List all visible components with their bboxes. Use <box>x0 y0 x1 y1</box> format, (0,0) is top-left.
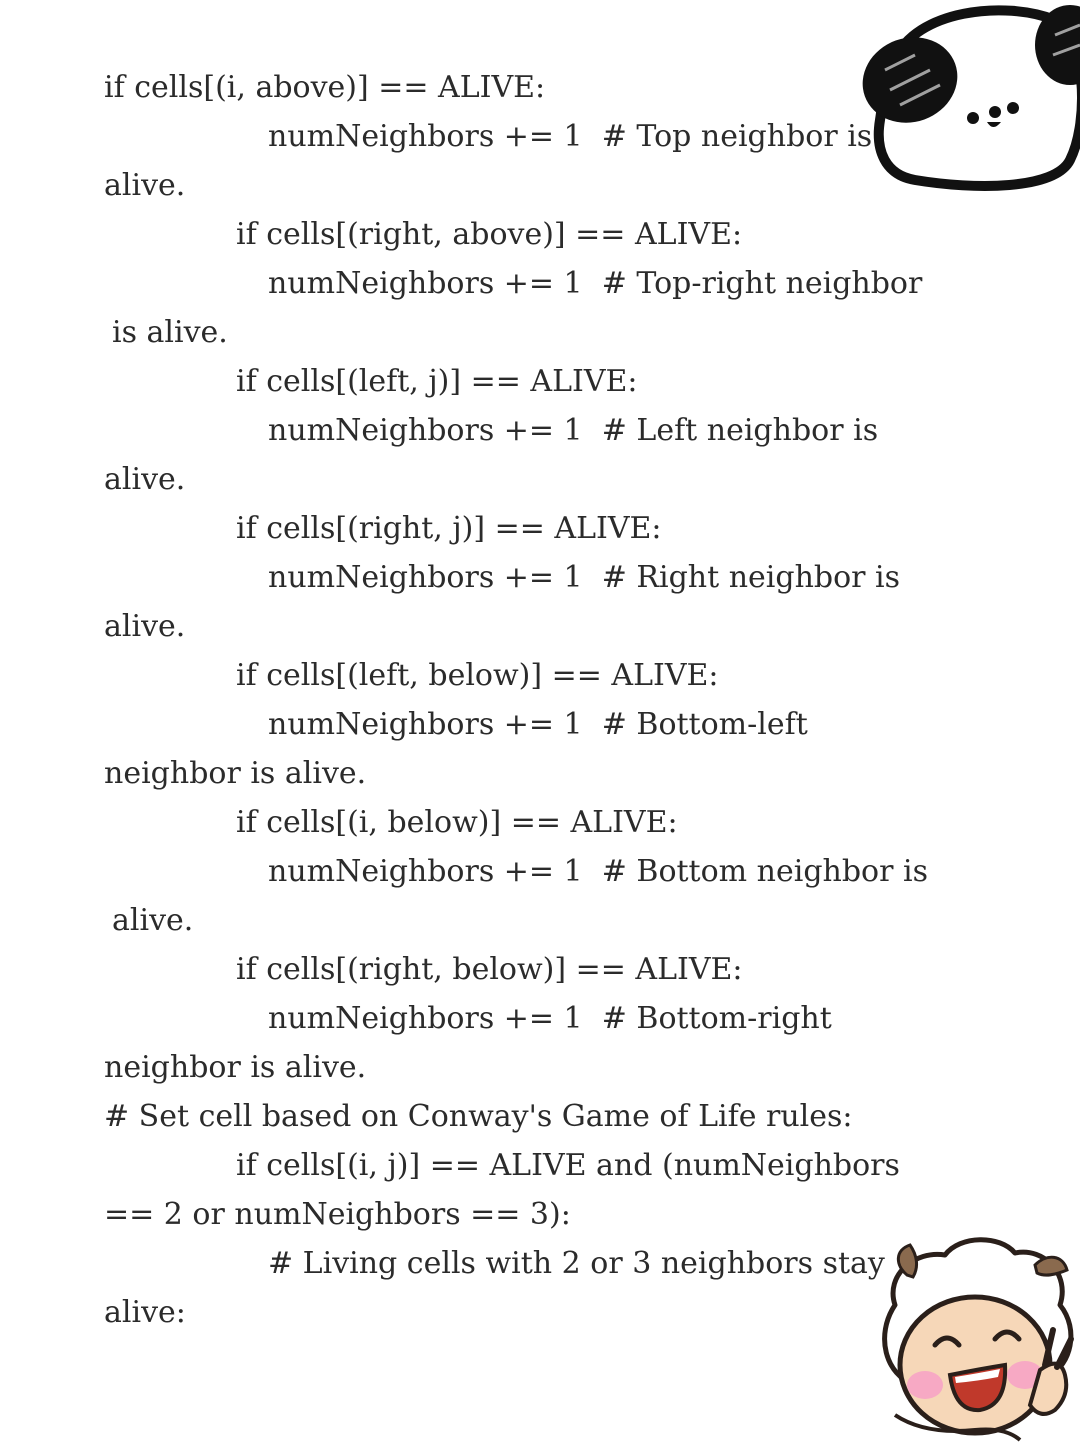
code-line: if cells[(left, below)] == ALIVE: <box>236 658 719 693</box>
laughing-sheep-sticker-icon <box>855 1235 1080 1444</box>
code-line: alive. <box>112 903 194 938</box>
code-line: alive: <box>104 1295 186 1330</box>
code-line: if cells[(right, below)] == ALIVE: <box>236 952 743 987</box>
code-line: # Set cell based on Conway's Game of Life rules: <box>104 1099 853 1134</box>
code-line: if cells[(right, j)] == ALIVE: <box>236 511 662 546</box>
code-line: # Living cells with 2 or 3 neighbors stay <box>268 1246 885 1281</box>
code-line: == 2 or numNeighbors == 3): <box>104 1197 571 1232</box>
code-line: if cells[(i, j)] == ALIVE and (numNeighbors <box>236 1148 900 1183</box>
code-line: numNeighbors += 1 # Top neighbor is <box>268 119 873 154</box>
code-line: if cells[(left, j)] == ALIVE: <box>236 364 638 399</box>
code-line: numNeighbors += 1 # Bottom-left <box>268 707 808 742</box>
code-line: if cells[(right, above)] == ALIVE: <box>236 217 743 252</box>
code-line: numNeighbors += 1 # Left neighbor is <box>268 413 879 448</box>
code-line: alive. <box>104 168 186 203</box>
code-line: if cells[(i, above)] == ALIVE: <box>104 70 546 105</box>
code-line: neighbor is alive. <box>104 1050 367 1085</box>
code-line: numNeighbors += 1 # Bottom neighbor is <box>268 854 928 889</box>
code-line: alive. <box>104 462 186 497</box>
panda-sticker-icon <box>855 0 1080 195</box>
code-line: neighbor is alive. <box>104 756 367 791</box>
code-line: numNeighbors += 1 # Right neighbor is <box>268 560 901 595</box>
code-line: is alive. <box>112 315 228 350</box>
code-line: numNeighbors += 1 # Bottom-right <box>268 1001 832 1036</box>
code-line: if cells[(i, below)] == ALIVE: <box>236 805 678 840</box>
code-line: alive. <box>104 609 186 644</box>
code-line: numNeighbors += 1 # Top-right neighbor <box>268 266 923 301</box>
